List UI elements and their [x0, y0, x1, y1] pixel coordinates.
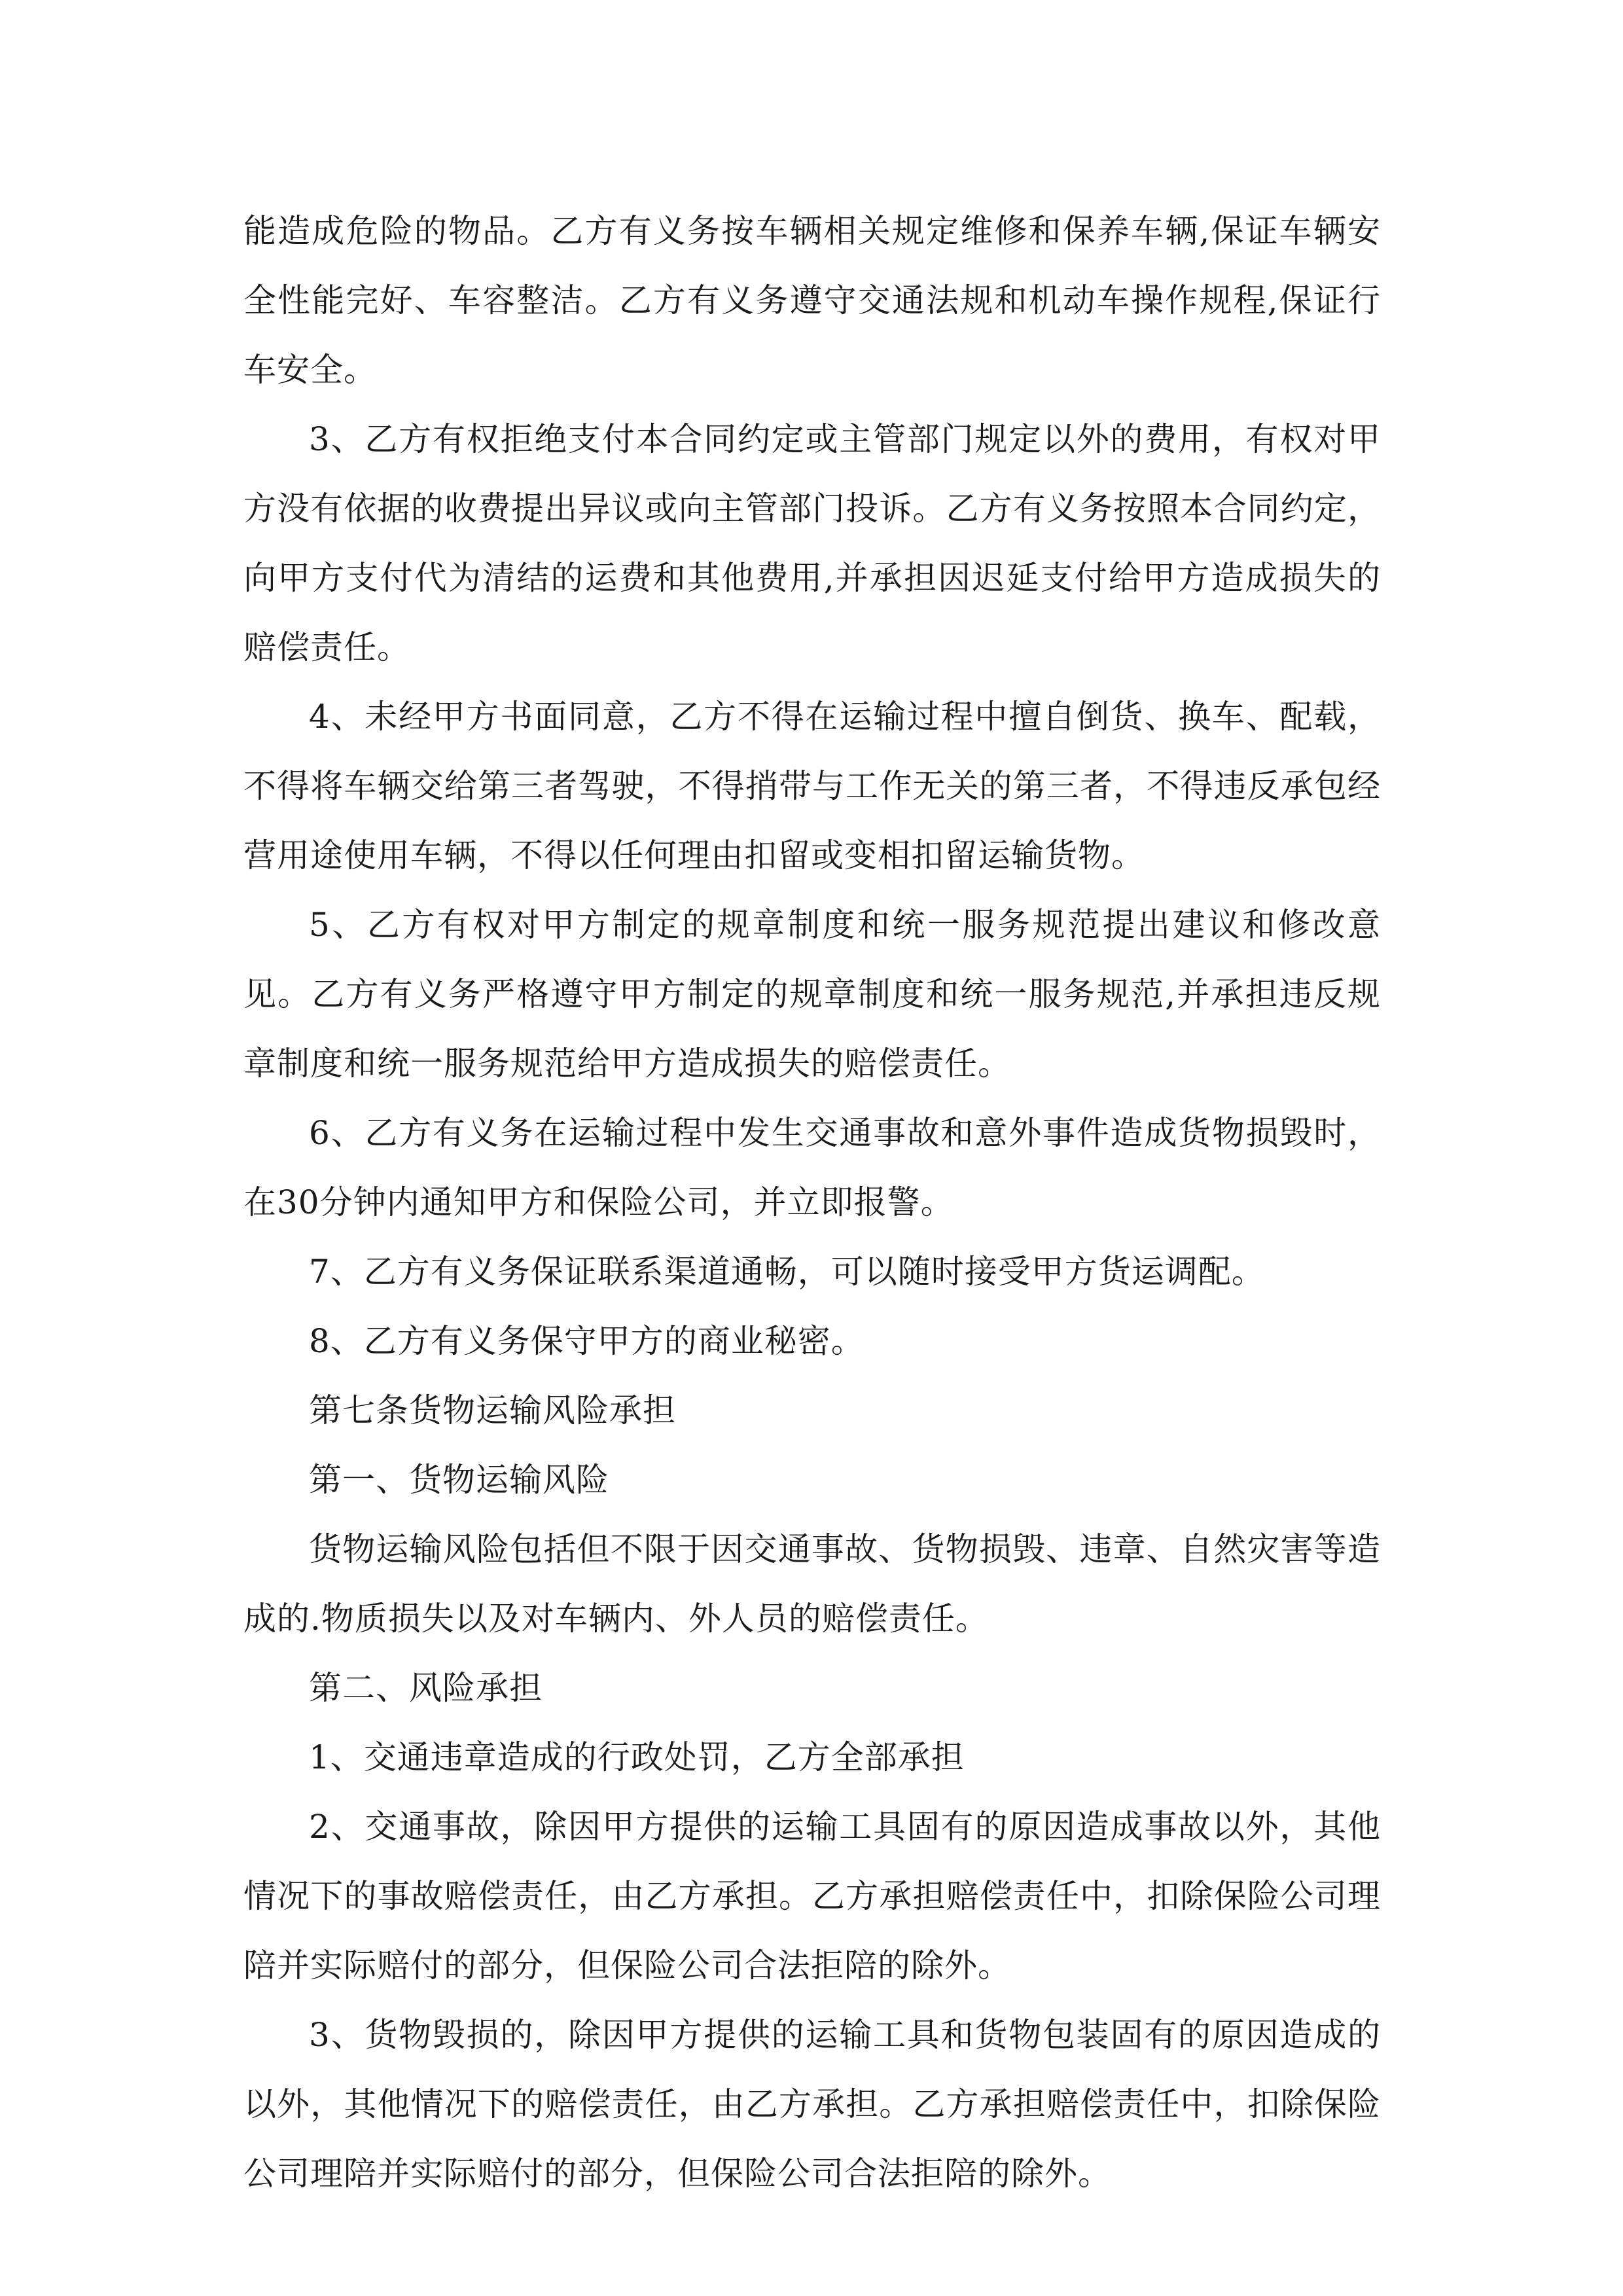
paragraph-risk-item-1: 1、交通违章造成的行政处罚，乙方全部承担 — [309, 1738, 965, 1776]
document-body — [243, 196, 1381, 2208]
paragraph-clause-3: 3、乙方有权拒绝支付本合同约定或主管部门规定以外的费用，有权对甲方没有依据的收费提出异议或向主管部门投诉。乙方有义务按照本合同约定，向甲方支付代为清结的运费和其他费用,并承担因迟延支付给甲方造成损失的赔偿责任。 — [243, 420, 1381, 666]
paragraph-clause-4: 4、未经甲方书面同意，乙方不得在运输过程中擅自倒货、换车、配载，不得将车辆交给第三者驾驶，不得捎带与工作无关的第三者，不得违反承包经营用途使用车辆，不得以任何理由扣留或变相扣留运输货物。 — [243, 698, 1381, 874]
paragraph-clause-8: 8、乙方有义务保守甲方的商业秘密。 — [309, 1322, 865, 1360]
subsection-heading-1: 第一、货物运输风险 — [309, 1461, 609, 1499]
paragraph-clause-5: 5、乙方有权对甲方制定的规章制度和统一服务规范提出建议和修改意见。乙方有义务严格遵守甲方制定的规章制度和统一服务规范,并承担违反规章制度和统一服务规范给甲方造成损失的赔偿责任。 — [243, 906, 1381, 1083]
section-heading-article-7: 第七条货物运输风险承担 — [309, 1391, 676, 1429]
paragraph-continuation: 能造成危险的物品。乙方有义务按车辆相关规定维修和保养车辆,保证车辆安全性能完好、车容整洁。乙方有义务遵守交通法规和机动车操作规程,保证行车安全。 — [243, 212, 1381, 389]
paragraph-clause-6: 6、乙方有义务在运输过程中发生交通事故和意外事件造成货物损毁时，在30分钟内通知甲方和保险公司，并立即报警。 — [243, 1114, 1381, 1221]
subsection-heading-2: 第二、风险承担 — [309, 1669, 543, 1707]
paragraph-clause-7: 7、乙方有义务保证联系渠道通畅，可以随时接受甲方货运调配。 — [309, 1253, 1265, 1291]
paragraph-risk-definition: 货物运输风险包括但不限于因交通事故、货物损毁、违章、自然灾害等造成的.物质损失以及对车辆内、外人员的赔偿责任。 — [243, 1530, 1381, 1638]
paragraph-risk-item-3: 3、货物毁损的，除因甲方提供的运输工具和货物包装固有的原因造成的以外，其他情况下的赔偿责任，由乙方承担。乙方承担赔偿责任中，扣除保险公司理陪并实际赔付的部分，但保险公司合法拒陪的除外。 — [243, 2016, 1381, 2193]
paragraph-risk-item-2: 2、交通事故，除因甲方提供的运输工具固有的原因造成事故以外，其他情况下的事故赔偿责任，由乙方承担。乙方承担赔偿责任中，扣除保险公司理陪并实际赔付的部分，但保险公司合法拒陪的除外。 — [243, 1808, 1381, 1984]
